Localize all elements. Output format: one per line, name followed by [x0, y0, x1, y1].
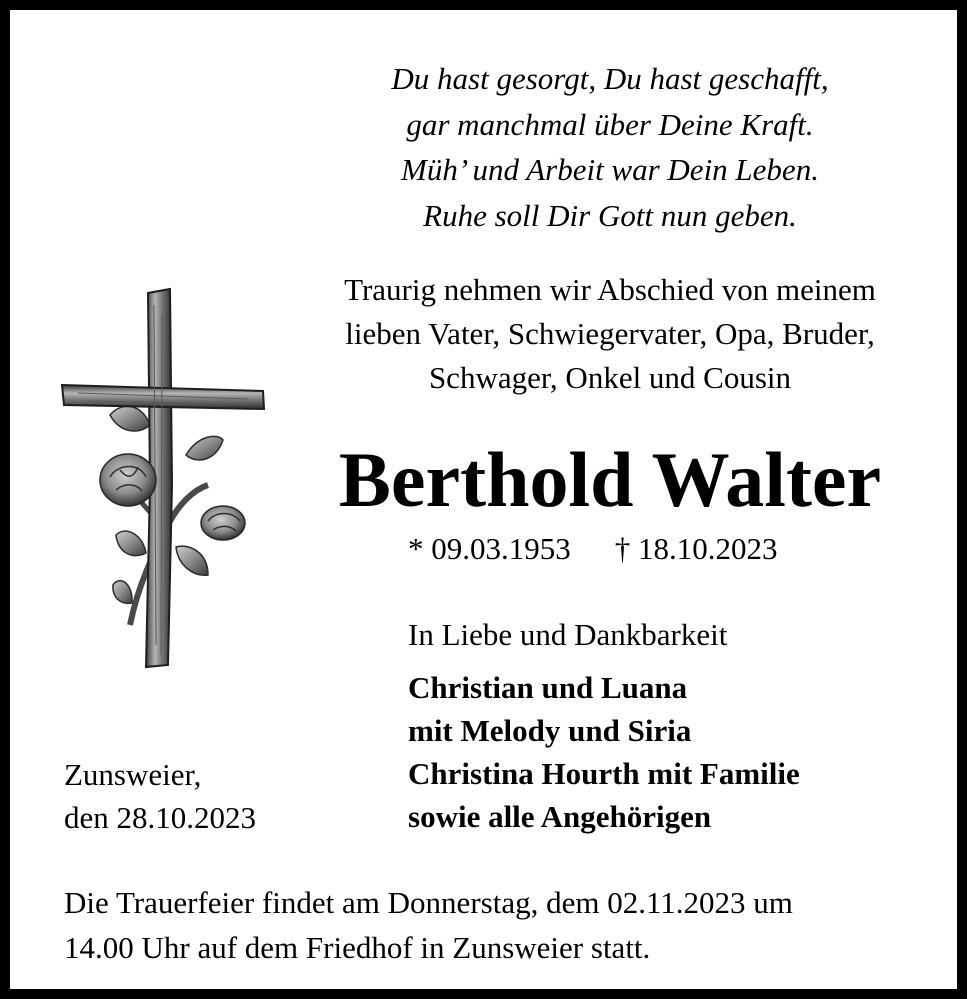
mourners-list: [408, 666, 800, 838]
mourner-line: Christian und Luana: [408, 670, 688, 705]
death-date: † 18.10.2023: [614, 531, 778, 566]
intro-line: Schwager, Onkel und Cousin: [428, 360, 792, 395]
deceased-name: Berthold Walter: [338, 436, 882, 523]
poem: [310, 56, 910, 238]
poem-line: Ruhe soll Dir Gott nun geben.: [423, 197, 797, 233]
cross-with-roses-icon: [58, 285, 270, 670]
place-and-date: [64, 753, 256, 839]
birth-date: * 09.03.1953: [408, 531, 571, 566]
mourner-line: sowie alle Angehörigen: [408, 799, 712, 834]
poem-line: gar manchmal über Deine Kraft.: [406, 106, 814, 142]
thanks-text: In Liebe und Dankbarkeit: [408, 617, 728, 652]
mourner-line: Christina Hourth mit Familie: [408, 756, 800, 791]
intro-text: [295, 268, 925, 400]
place-line: Zunsweier,: [64, 757, 202, 792]
ceremony-line: 14.00 Uhr auf dem Friedhof in Zunsweier statt.: [64, 930, 651, 965]
poem-line: Müh’ und Arbeit war Dein Leben.: [401, 152, 819, 187]
life-dates: [408, 529, 778, 569]
intro-line: Traurig nehmen wir Abschied von meinem: [344, 272, 876, 307]
intro-line: lieben Vater, Schwiegervater, Opa, Bruder,: [345, 316, 875, 351]
date-line: den 28.10.2023: [64, 800, 257, 835]
ceremony-notice: [64, 880, 793, 970]
ceremony-line: Die Trauerfeier findet am Donnerstag, dem 02.11.2023 um: [64, 885, 793, 920]
mourner-line: mit Melody und Siria: [408, 713, 692, 748]
poem-line: Du hast gesorgt, Du hast geschafft,: [391, 61, 829, 96]
